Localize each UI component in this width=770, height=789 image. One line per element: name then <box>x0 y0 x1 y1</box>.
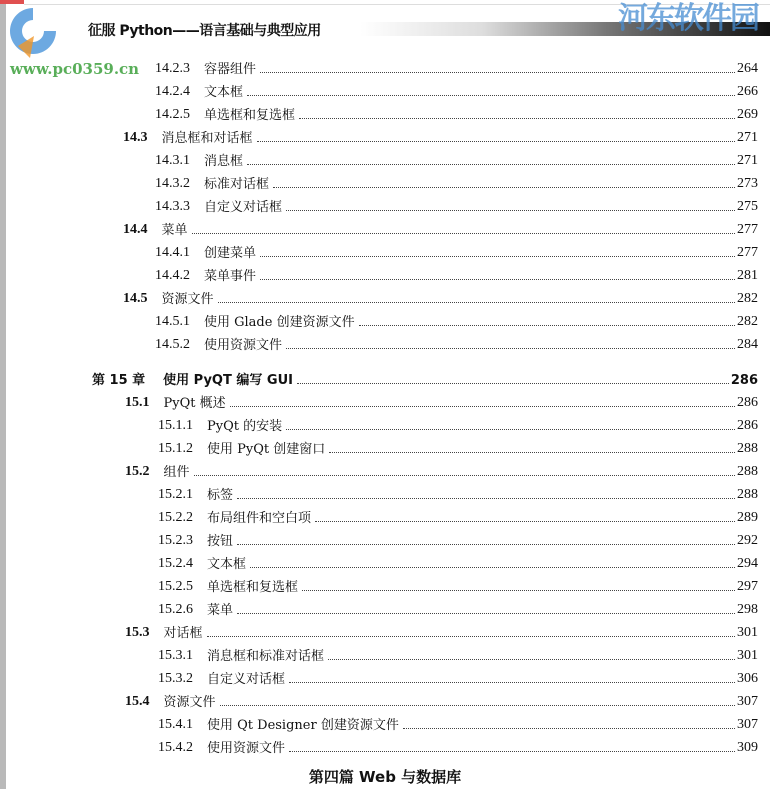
entry-page: 271 <box>737 153 758 168</box>
entry-title: 自定义对话框 <box>204 200 283 215</box>
entry-number: 14.4 <box>123 222 148 237</box>
entry-page: 275 <box>737 199 758 214</box>
dot-leader <box>302 590 735 591</box>
entry-number: 14.3 <box>123 130 148 145</box>
entry-number: 15.1.1 <box>158 418 193 433</box>
dot-leader <box>297 383 729 384</box>
entry-page: 301 <box>737 625 758 640</box>
dot-leader <box>329 452 735 453</box>
entry-title: 使用 Qt Designer 创建资源文件 <box>207 718 399 733</box>
toc-entry <box>0 664 770 687</box>
dot-leader <box>250 567 735 568</box>
entry-page: 306 <box>737 671 758 686</box>
entry-number: 15.2.2 <box>158 510 193 525</box>
entry-title: 容器组件 <box>204 62 257 77</box>
toc-entry <box>0 307 770 330</box>
entry-number: 15.3.1 <box>158 648 193 663</box>
toc-entry <box>0 480 770 503</box>
entry-title: 使用 PyQT 编写 GUI <box>163 373 293 388</box>
entry-title: 创建菜单 <box>204 246 257 261</box>
dot-leader <box>237 544 735 545</box>
watermark-site-name: 河东软件园 <box>618 1 758 36</box>
entry-number: 15.2.4 <box>158 556 193 571</box>
toc-entry <box>0 123 770 146</box>
dot-leader <box>260 279 735 280</box>
dot-leader <box>230 406 735 407</box>
entry-title: 布局组件和空白项 <box>207 511 312 526</box>
entry-title: 单选框和复选框 <box>207 580 299 595</box>
entry-page: 292 <box>737 533 758 548</box>
dot-leader <box>257 141 735 142</box>
entry-title: 标签 <box>207 488 234 503</box>
entry-number: 14.4.1 <box>155 245 190 260</box>
entry-title: 使用资源文件 <box>204 338 283 353</box>
entry-number: 15.1.2 <box>158 441 193 456</box>
entry-page: 264 <box>737 61 758 76</box>
dot-leader <box>286 429 735 430</box>
entry-number: 15.4 <box>125 694 150 709</box>
entry-number: 15.2.5 <box>158 579 193 594</box>
entry-page: 294 <box>737 556 758 571</box>
entry-page: 281 <box>737 268 758 283</box>
toc-entry <box>0 457 770 480</box>
entry-number: 14.3.2 <box>155 176 190 191</box>
toc-entry <box>0 284 770 307</box>
toc-entry <box>0 169 770 192</box>
toc-entry <box>0 388 770 411</box>
toc-entry <box>0 618 770 641</box>
dot-leader <box>289 682 735 683</box>
entry-number: 15.3 <box>125 625 150 640</box>
entry-number: 14.5.2 <box>155 337 190 352</box>
entry-title: 菜单 <box>207 603 234 618</box>
entry-number: 15.2.6 <box>158 602 193 617</box>
entry-page: 307 <box>737 717 758 732</box>
toc-entry <box>0 526 770 549</box>
entry-number: 15.4.2 <box>158 740 193 755</box>
entry-page: 297 <box>737 579 758 594</box>
dot-leader <box>207 636 735 637</box>
entry-title: PyQt 概述 <box>163 396 226 411</box>
entry-page: 286 <box>737 395 758 410</box>
entry-number: 15.4.1 <box>158 717 193 732</box>
entry-number: 14.2.4 <box>155 84 190 99</box>
entry-page: 286 <box>737 418 758 433</box>
dot-leader <box>220 705 735 706</box>
dot-leader <box>260 256 735 257</box>
entry-page: 288 <box>737 441 758 456</box>
dot-leader <box>403 728 735 729</box>
toc-entry <box>0 100 770 123</box>
entry-number: 15.2 <box>125 464 150 479</box>
toc-entry <box>0 238 770 261</box>
toc-entry <box>0 549 770 572</box>
entry-page: 282 <box>737 314 758 329</box>
entry-number: 14.5.1 <box>155 314 190 329</box>
entry-page: 277 <box>737 245 758 260</box>
toc-entry <box>0 687 770 710</box>
toc-entry <box>0 434 770 457</box>
entry-title: 菜单事件 <box>204 269 257 284</box>
entry-number: 15.2.1 <box>158 487 193 502</box>
dot-leader <box>299 118 735 119</box>
table-of-contents <box>0 54 770 756</box>
entry-page: 277 <box>737 222 758 237</box>
toc-entry <box>0 710 770 733</box>
entry-title: 标准对话框 <box>204 177 270 192</box>
entry-page: 271 <box>737 130 758 145</box>
toc-entry <box>0 330 770 353</box>
entry-number: 15.2.3 <box>158 533 193 548</box>
entry-number: 14.5 <box>123 291 148 306</box>
entry-page: 269 <box>737 107 758 122</box>
entry-number: 第 15 章 <box>92 373 146 388</box>
dot-leader <box>247 164 735 165</box>
part-heading: 第四篇 Web 与数据库 <box>308 768 462 786</box>
dot-leader <box>192 233 735 234</box>
entry-title: 使用 Glade 创建资源文件 <box>204 315 355 330</box>
toc-entry <box>0 261 770 284</box>
entry-title: 消息框 <box>204 154 244 169</box>
entry-page: 284 <box>737 337 758 352</box>
toc-entry <box>0 192 770 215</box>
entry-page: 266 <box>737 84 758 99</box>
dot-leader <box>315 521 735 522</box>
entry-title: 菜单 <box>161 223 188 238</box>
toc-chapter <box>0 365 770 388</box>
entry-page: 301 <box>737 648 758 663</box>
entry-page: 289 <box>737 510 758 525</box>
watermark-url: www.pc0359.cn <box>10 60 140 78</box>
entry-title: 消息框和对话框 <box>161 131 253 146</box>
entry-title: PyQt 的安装 <box>207 419 283 434</box>
entry-number: 14.2.5 <box>155 107 190 122</box>
entry-number: 15.1 <box>125 395 150 410</box>
entry-title: 组件 <box>163 465 190 480</box>
toc-entry <box>0 54 770 77</box>
entry-number: 14.3.3 <box>155 199 190 214</box>
entry-page: 298 <box>737 602 758 617</box>
running-title: 征服 Python——语言基础与典型应用 <box>88 23 321 39</box>
entry-number: 15.3.2 <box>158 671 193 686</box>
entry-number: 14.2.3 <box>155 61 190 76</box>
dot-leader <box>328 659 735 660</box>
toc-entry <box>0 572 770 595</box>
entry-page: 273 <box>737 176 758 191</box>
entry-title: 资源文件 <box>163 695 216 710</box>
toc-entry <box>0 411 770 434</box>
entry-title: 使用资源文件 <box>207 741 286 756</box>
dot-leader <box>260 72 735 73</box>
toc-entry <box>0 77 770 100</box>
entry-number: 14.3.1 <box>155 153 190 168</box>
toc-entry <box>0 733 770 756</box>
dot-leader <box>273 187 735 188</box>
entry-number: 14.4.2 <box>155 268 190 283</box>
entry-page: 282 <box>737 291 758 306</box>
entry-title: 使用 PyQt 创建窗口 <box>207 442 326 457</box>
toc-entry <box>0 503 770 526</box>
dot-leader <box>237 613 735 614</box>
entry-title: 消息框和标准对话框 <box>207 649 325 664</box>
entry-page: 307 <box>737 694 758 709</box>
toc-entry <box>0 146 770 169</box>
scan-corner-mark <box>0 0 24 4</box>
entry-title: 单选框和复选框 <box>204 108 296 123</box>
toc-entry <box>0 595 770 618</box>
dot-leader <box>286 210 735 211</box>
dot-leader <box>247 95 735 96</box>
dot-leader <box>289 751 735 752</box>
entry-page: 288 <box>737 487 758 502</box>
dot-leader <box>194 475 735 476</box>
entry-title: 资源文件 <box>161 292 214 307</box>
entry-title: 按钮 <box>207 534 234 549</box>
entry-page: 309 <box>737 740 758 755</box>
entry-title: 对话框 <box>163 626 203 641</box>
dot-leader <box>359 325 735 326</box>
entry-title: 自定义对话框 <box>207 672 286 687</box>
toc-entry <box>0 641 770 664</box>
watermark-logo-icon <box>8 6 58 60</box>
toc-entry <box>0 215 770 238</box>
entry-page: 288 <box>737 464 758 479</box>
entry-page: 286 <box>730 373 758 388</box>
dot-leader <box>286 348 735 349</box>
dot-leader <box>218 302 735 303</box>
entry-title: 文本框 <box>204 85 244 100</box>
entry-title: 文本框 <box>207 557 247 572</box>
dot-leader <box>237 498 735 499</box>
